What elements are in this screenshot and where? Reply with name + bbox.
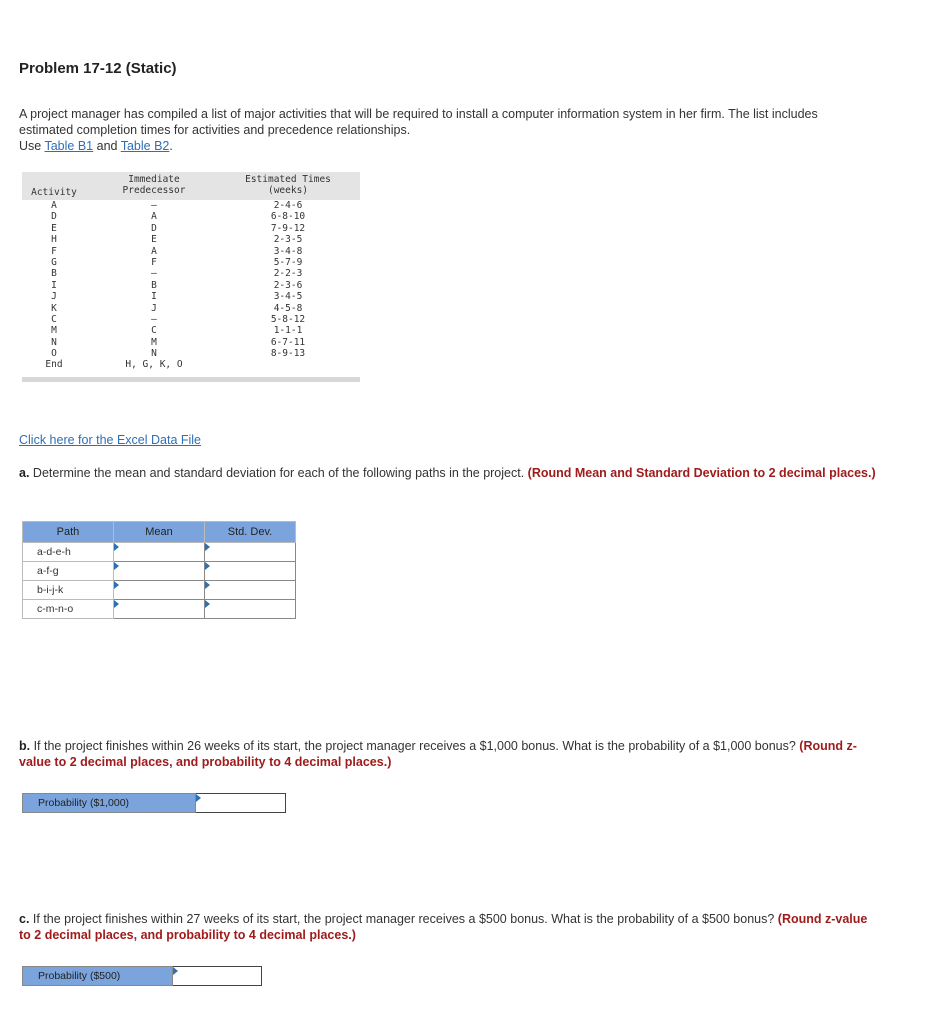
activity-row	[22, 348, 360, 359]
activity-table-bottom-bar	[22, 377, 360, 382]
estimate-cell: 3-4-8	[273, 245, 303, 257]
std-input[interactable]	[205, 581, 295, 599]
mean-input[interactable]	[114, 600, 204, 618]
activity-cell: M	[51, 325, 57, 337]
estimate-cell: 4-5-8	[273, 302, 303, 314]
std-header: Std. Dev.	[205, 522, 296, 543]
header-est-line1: Estimated Times	[245, 174, 331, 185]
part-a-question: Determine the mean and standard deviation for each of the following paths in the project.	[29, 466, 528, 480]
intro-paragraph: A project manager has compiled a list of major activities that will be required to install a computer information system in her firm. The list includes estimated completion times for activities and precedence relationships.	[19, 107, 818, 137]
activity-row	[22, 234, 360, 245]
estimate-cell: 8-9-13	[270, 348, 306, 360]
activity-cell: A	[51, 200, 57, 211]
header-predecessor	[102, 174, 206, 196]
header-pred-line1: Immediate	[128, 174, 180, 185]
path-row	[23, 581, 296, 600]
activity-row	[22, 337, 360, 348]
part-c-question: If the project finishes within 27 weeks of its start, the project manager receives a $500 bonus. What is the probability of a $500 bonus?	[29, 912, 778, 926]
activity-cell: G	[51, 256, 57, 268]
activity-cell: O	[51, 348, 57, 360]
activity-row	[22, 291, 360, 302]
activity-row	[22, 314, 360, 325]
activity-row	[22, 268, 360, 279]
intro-use-line	[19, 138, 869, 154]
path-row	[23, 600, 296, 619]
activity-cell: B	[51, 268, 57, 280]
predecessor-cell: F	[151, 256, 157, 268]
predecessor-cell: N	[151, 348, 157, 360]
activity-row	[22, 200, 360, 211]
predecessor-cell: M	[151, 336, 157, 348]
activity-row	[22, 280, 360, 291]
activity-table-header	[22, 172, 360, 200]
mean-cell	[114, 600, 205, 619]
header-activity: Activity	[31, 187, 77, 198]
std-input[interactable]	[205, 543, 295, 561]
predecessor-cell: A	[151, 245, 157, 257]
part-b-question: If the project finishes within 26 weeks of its start, the project manager receives a $1,000 bonus. What is the probability of a $1,000 bonus?	[30, 739, 800, 753]
path-name: b-i-j-k	[23, 581, 114, 600]
part-b-label: b.	[19, 739, 31, 753]
predecessor-cell: C	[151, 325, 157, 337]
activity-table	[22, 172, 360, 382]
activity-cell: End	[45, 359, 63, 371]
probability-500-input[interactable]	[173, 968, 261, 986]
part-a-label: a.	[19, 466, 30, 480]
path-row	[23, 562, 296, 581]
activity-cell: F	[51, 245, 57, 257]
part-b-text	[19, 738, 879, 770]
predecessor-cell: —	[151, 268, 157, 280]
activity-cell: H	[51, 234, 57, 246]
predecessor-cell: A	[151, 211, 157, 223]
mean-header: Mean	[114, 522, 205, 543]
predecessor-cell: —	[151, 200, 157, 211]
probability-500-cell	[173, 966, 262, 986]
intro-text	[19, 106, 869, 154]
path-header: Path	[23, 522, 114, 543]
part-b-instruction: (Round z-value to 2 decimal places, and probability to 4 decimal places.)	[19, 739, 857, 769]
predecessor-cell: J	[151, 302, 157, 314]
std-cell	[205, 543, 296, 562]
std-cell	[205, 581, 296, 600]
predecessor-cell: B	[151, 279, 157, 291]
path-name: a-f-g	[23, 562, 114, 581]
predecessor-cell: I	[151, 291, 157, 303]
header-pred-line2: Predecessor	[122, 185, 186, 196]
estimate-cell: 1-1-1	[273, 325, 303, 337]
use-suffix: .	[169, 139, 173, 153]
activity-row	[22, 359, 360, 370]
mean-input[interactable]	[114, 581, 204, 599]
use-prefix: Use	[19, 139, 45, 153]
and-text: and	[93, 139, 121, 153]
activity-row	[22, 211, 360, 222]
predecessor-cell: —	[151, 313, 157, 325]
activity-row	[22, 223, 360, 234]
activity-cell: E	[51, 222, 57, 234]
activity-row	[22, 246, 360, 257]
probability-1000-box	[22, 793, 286, 813]
std-cell	[205, 600, 296, 619]
activity-cell: N	[51, 336, 57, 348]
estimate-cell: 3-4-5	[273, 291, 303, 303]
estimate-cell: 5-7-9	[273, 256, 303, 268]
estimate-cell: 2-3-6	[273, 279, 303, 291]
part-c-label: c.	[19, 912, 30, 926]
mean-input[interactable]	[114, 562, 204, 580]
part-a-text	[19, 465, 879, 481]
activity-cell: K	[51, 302, 57, 314]
std-input[interactable]	[205, 600, 295, 618]
activity-cell: D	[51, 211, 57, 223]
activity-row	[22, 303, 360, 314]
excel-data-link[interactable]: Click here for the Excel Data File	[19, 433, 202, 447]
activity-cell: C	[51, 313, 57, 325]
probability-500-label: Probability ($500)	[22, 966, 173, 986]
path-name: a-d-e-h	[23, 543, 114, 562]
activity-row	[22, 257, 360, 268]
activity-table-rows	[22, 200, 360, 371]
estimate-cell: 2-3-5	[273, 234, 303, 246]
mean-cell	[114, 562, 205, 581]
part-c-instruction: (Round z-value to 2 decimal places, and probability to 4 decimal places.)	[19, 912, 868, 942]
table-b2-link[interactable]: Table B2	[120, 139, 170, 153]
probability-1000-label: Probability ($1,000)	[22, 793, 196, 813]
path-row	[23, 543, 296, 562]
part-c-text	[19, 911, 879, 943]
estimate-cell: 6-7-11	[270, 336, 306, 348]
mean-input[interactable]	[114, 543, 204, 561]
probability-1000-input[interactable]	[196, 795, 285, 813]
path-table	[22, 521, 296, 619]
activity-cell: I	[51, 279, 57, 291]
activity-cell: J	[51, 291, 57, 303]
predecessor-cell: D	[151, 222, 157, 234]
estimate-cell: 6-8-10	[270, 211, 306, 223]
header-estimated	[228, 174, 348, 196]
mean-cell	[114, 581, 205, 600]
predecessor-cell: H, G, K, O	[125, 359, 183, 371]
part-a-instruction: (Round Mean and Standard Deviation to 2 decimal places.)	[527, 466, 876, 480]
estimate-cell: 2-2-3	[273, 268, 303, 280]
probability-500-box	[22, 966, 262, 986]
problem-title: Problem 17-12 (Static)	[19, 60, 177, 77]
predecessor-cell: E	[151, 234, 157, 246]
std-cell	[205, 562, 296, 581]
estimate-cell: 2-4-6	[273, 200, 303, 211]
path-name: c-m-n-o	[23, 600, 114, 619]
header-est-line2: (weeks)	[267, 185, 309, 196]
estimate-cell: 5-8-12	[270, 313, 306, 325]
probability-1000-cell	[196, 793, 286, 813]
table-b1-link[interactable]: Table B1	[44, 139, 94, 153]
activity-row	[22, 325, 360, 336]
mean-cell	[114, 543, 205, 562]
estimate-cell: 7-9-12	[270, 222, 306, 234]
std-input[interactable]	[205, 562, 295, 580]
